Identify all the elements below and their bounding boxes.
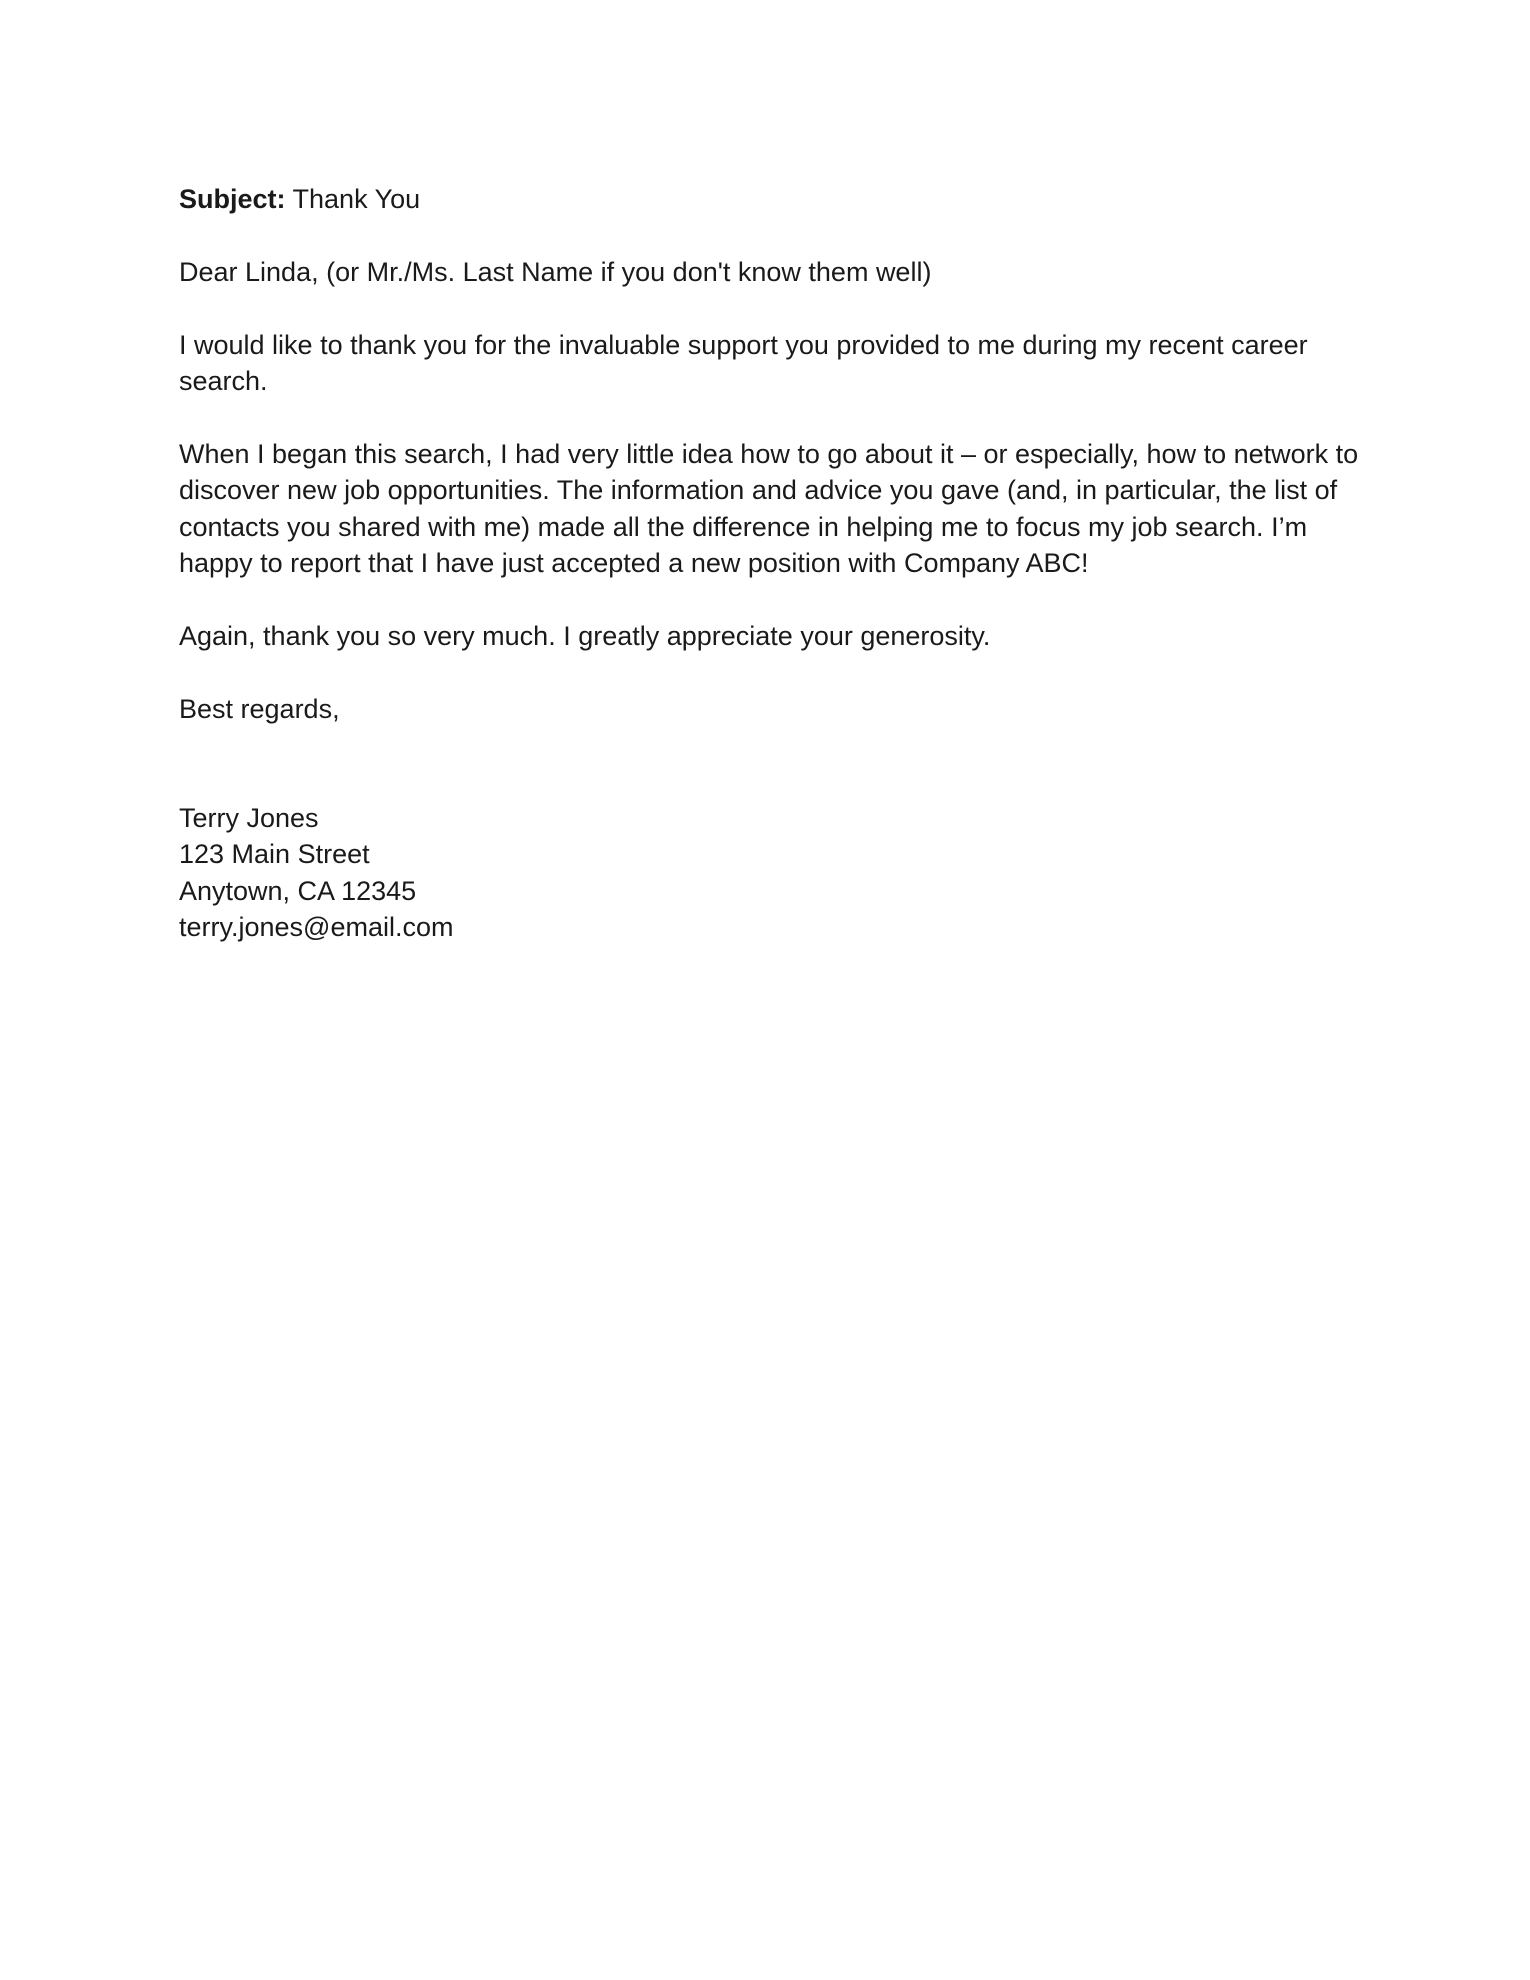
signature-street: 123 Main Street — [179, 839, 370, 870]
salutation: Dear Linda, (or Mr./Ms. Last Name if you don't know them well) — [179, 256, 932, 287]
body-paragraph-3: Again, thank you so very much. I greatly appreciate your generosity. — [179, 620, 991, 651]
body-paragraph-2: When I began this search, I had very little idea how to go about it – or especially, how to network to discover new job opportunities. The information and advice you gave (and, in particular, the list of contacts you shared with me) made all the difference in helping me to focus my job search. I’m happy to report that I have just accepted a new position with Company ABC! — [179, 438, 1359, 579]
signature-name: Terry Jones — [179, 802, 319, 833]
body-paragraph-1: I would like to thank you for the invaluable support you provided to me during my recent career search. — [179, 329, 1308, 396]
closing: Best regards, — [179, 693, 340, 724]
signature-block — [179, 800, 1359, 946]
signature-email: terry.jones@email.com — [179, 912, 454, 943]
signature-city: Anytown, CA 12345 — [179, 875, 417, 906]
subject-text: Thank You — [292, 184, 421, 214]
thank-you-letter — [179, 181, 1359, 945]
subject-line — [179, 181, 1359, 217]
subject-label: Subject: — [179, 184, 286, 214]
